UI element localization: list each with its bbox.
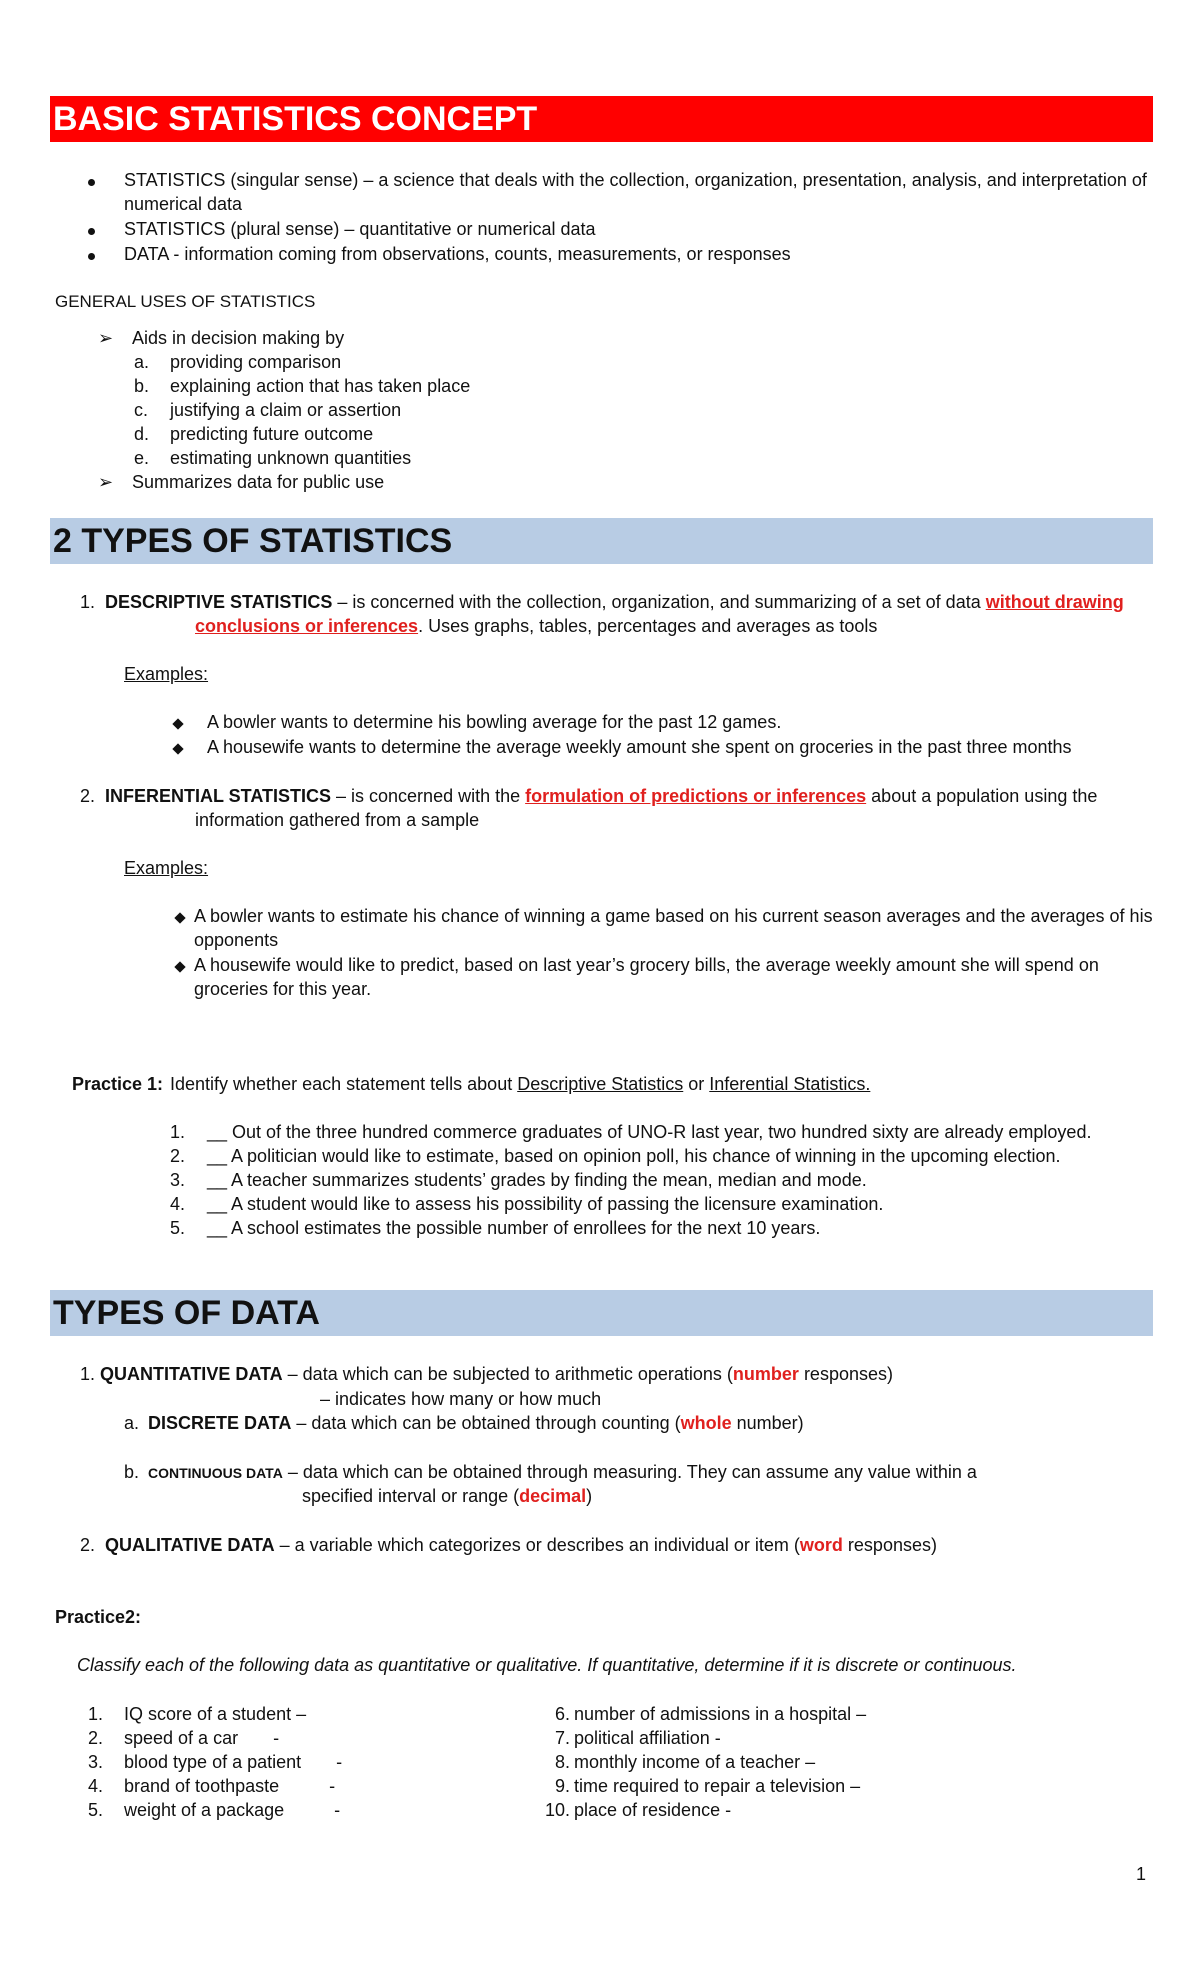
descriptive-example-1: A bowler wants to determine his bowling average for the past 12 games. <box>207 712 782 732</box>
continuous-term: CONTINUOUS DATA <box>148 1465 283 1481</box>
practice1-item-4: __ A student would like to assess his possibility of passing the licensure examination. <box>207 1194 884 1214</box>
practice2-item-9: time required to repair a television – <box>574 1776 861 1796</box>
practice1-instruction: Identify whether each statement tells about Descriptive Statistics or Inferential Statistics. <box>170 1074 871 1094</box>
practice2-label: Practice2: <box>55 1607 142 1627</box>
discrete-term: DISCRETE DATA <box>148 1413 292 1433</box>
descriptive-red2: conclusions or inferences <box>195 616 419 636</box>
discrete-line: DISCRETE DATA – data which can be obtained through counting (whole number) <box>148 1413 804 1433</box>
practice2-item-9-num: 9. <box>554 1776 570 1796</box>
descriptive-example-2: A housewife wants to determine the average weekly amount she spent on groceries in the past three months <box>207 737 1072 757</box>
diamond-bullet-icon <box>176 953 184 977</box>
uses-heading: GENERAL USES OF STATISTICS <box>55 292 316 311</box>
inferential-example-2-line2: groceries for this year. <box>194 979 372 999</box>
practice1-item-2: __ A politician would like to estimate, based on opinion poll, his chance of winning in the upcoming election. <box>207 1146 1061 1166</box>
uses-sub-b-letter: b. <box>134 376 150 396</box>
practice1-item-3: __ A teacher summarizes students’ grades by finding the mean, median and mode. <box>207 1170 867 1190</box>
bullet-dot-icon <box>88 228 95 235</box>
inferential-text1: – is concerned with the <box>331 786 526 806</box>
inferential-red: formulation of predictions or inferences <box>525 786 867 806</box>
descriptive-term: DESCRIPTIVE STATISTICS <box>105 592 333 612</box>
practice2-item-8-num: 8. <box>554 1752 570 1772</box>
diamond-bullet-icon <box>176 904 184 928</box>
practice1-option-inferential: Inferential Statistics. <box>709 1074 871 1094</box>
descriptive-line2 <box>195 614 877 638</box>
inferential-num: 2. <box>80 786 96 806</box>
practice2-item-4: brand of toothpaste - <box>124 1776 336 1796</box>
practice1-item-5: __ A school estimates the possible number of enrollees for the next 10 years. <box>207 1218 821 1238</box>
practice2-item-7-num: 7. <box>554 1728 570 1748</box>
diamond-bullet-icon <box>174 735 182 759</box>
qualitative-num: 2. <box>80 1535 96 1555</box>
practice2-item-1-num: 1. <box>88 1704 104 1724</box>
uses-last: Summarizes data for public use <box>132 472 385 492</box>
inferential-text2: about a population using the <box>866 786 1098 806</box>
practice2-item-10-num: 10. <box>544 1800 570 1820</box>
practice2-item-7: political affiliation - <box>574 1728 721 1748</box>
section-title-basic-statistics: BASIC STATISTICS CONCEPT <box>50 96 1153 142</box>
quantitative-line1: QUANTITATIVE DATA – data which can be subjected to arithmetic operations (number responses) <box>100 1364 893 1384</box>
descriptive-red1: without drawing <box>985 592 1124 612</box>
descriptive-line1 <box>105 590 1124 614</box>
bullet-dot-icon <box>88 179 95 186</box>
uses-sub-d-text: predicting future outcome <box>170 424 374 444</box>
inferential-examples-label: Examples: <box>124 858 209 878</box>
practice2-item-2-num: 2. <box>88 1728 104 1748</box>
quantitative-red: number <box>732 1364 799 1384</box>
uses-sub-e-text: estimating unknown quantities <box>170 448 412 468</box>
bullet-dot-icon <box>88 253 95 260</box>
arrow-icon: ➢ <box>98 472 114 492</box>
discrete-letter: a. <box>124 1413 140 1433</box>
quantitative-term: QUANTITATIVE DATA <box>100 1364 283 1384</box>
inferential-example-1-line1: A bowler wants to estimate his chance of winning a game based on his current season averages and the averages of his <box>194 906 1153 926</box>
uses-sub-a-letter: a. <box>134 352 150 372</box>
bullet-1-line2: numerical data <box>124 194 243 214</box>
practice2-item-3-num: 3. <box>88 1752 104 1772</box>
practice1-item-1: __ Out of the three hundred commerce graduates of UNO-R last year, two hundred sixty are already employed. <box>207 1122 1092 1142</box>
qualitative-line: QUALITATIVE DATA – a variable which categorizes or describes an individual or item (word responses) <box>105 1535 937 1555</box>
uses-sub-c-letter: c. <box>134 400 149 420</box>
bullet-3 <box>88 242 95 266</box>
bullet-1 <box>88 168 95 192</box>
quantitative-num: 1. <box>80 1364 96 1384</box>
bullet-2-text: STATISTICS (plural sense) – quantitative or numerical data <box>124 219 596 239</box>
uses-main: Aids in decision making by <box>132 328 345 348</box>
descriptive-text2: . Uses graphs, tables, percentages and averages as tools <box>418 616 878 636</box>
practice2-item-5-num: 5. <box>88 1800 104 1820</box>
practice2-instruction: Classify each of the following data as quantitative or qualitative. If quantitative, determine if it is discrete or continuous. <box>77 1655 1017 1675</box>
continuous-line2: specified interval or range (decimal) <box>302 1486 593 1506</box>
practice1-label: Practice 1: <box>72 1074 164 1094</box>
inferential-example-1-line2: opponents <box>194 930 279 950</box>
inferential-example-2-line1: A housewife would like to predict, based on last year’s grocery bills, the average weekly amount she will spend on <box>194 955 1099 975</box>
continuous-line1: CONTINUOUS DATA – data which can be obtained through measuring. They can assume any value within a <box>148 1462 977 1482</box>
practice2-item-5: weight of a package - <box>124 1800 341 1820</box>
practice2-item-3: blood type of a patient - <box>124 1752 343 1772</box>
practice2-item-10: place of residence - <box>574 1800 732 1820</box>
inferential-term: INFERENTIAL STATISTICS <box>105 786 332 806</box>
page-number: 1 <box>1136 1864 1147 1884</box>
uses-sub-b-text: explaining action that has taken place <box>170 376 471 396</box>
practice2-item-8: monthly income of a teacher – <box>574 1752 816 1772</box>
descriptive-text1: – is concerned with the collection, organization, and summarizing of a set of data <box>332 592 986 612</box>
uses-sub-e-letter: e. <box>134 448 150 468</box>
continuous-red: decimal <box>519 1486 587 1506</box>
practice1-item-4-num: 4. <box>170 1194 186 1214</box>
diamond-bullet-icon <box>174 710 182 734</box>
discrete-red: whole <box>680 1413 732 1433</box>
practice1-option-descriptive: Descriptive Statistics <box>517 1074 684 1094</box>
bullet-2 <box>88 217 95 241</box>
inferential-line1 <box>105 784 1097 808</box>
qualitative-term: QUALITATIVE DATA <box>105 1535 275 1555</box>
practice1-item-5-num: 5. <box>170 1218 186 1238</box>
bullet-1-line1: STATISTICS (singular sense) – a science that deals with the collection, organization, presentation, analysis, and interpretation of <box>124 170 1147 190</box>
quantitative-line2: – indicates how many or how much <box>320 1389 602 1409</box>
practice1-item-2-num: 2. <box>170 1146 186 1166</box>
practice1-item-3-num: 3. <box>170 1170 186 1190</box>
continuous-letter: b. <box>124 1462 140 1482</box>
practice1-item-1-num: 1. <box>170 1122 186 1142</box>
descriptive-examples-label: Examples: <box>124 664 209 684</box>
practice2-item-1: IQ score of a student – <box>124 1704 307 1724</box>
descriptive-num: 1. <box>80 592 96 612</box>
practice2-item-4-num: 4. <box>88 1776 104 1796</box>
uses-sub-a-text: providing comparison <box>170 352 342 372</box>
section-title-types-of-statistics: 2 TYPES OF STATISTICS <box>50 518 1153 564</box>
practice2-item-6-num: 6. <box>554 1704 570 1724</box>
uses-sub-c-text: justifying a claim or assertion <box>170 400 402 420</box>
practice2-item-2: speed of a car - <box>124 1728 280 1748</box>
section-title-types-of-data: TYPES OF DATA <box>50 1290 1153 1336</box>
inferential-line2: information gathered from a sample <box>195 810 480 830</box>
bullet-3-text: DATA - information coming from observations, counts, measurements, or responses <box>124 244 791 264</box>
arrow-icon: ➢ <box>98 328 114 348</box>
practice2-item-6: number of admissions in a hospital – <box>574 1704 867 1724</box>
qualitative-red: word <box>799 1535 843 1555</box>
uses-sub-d-letter: d. <box>134 424 150 444</box>
